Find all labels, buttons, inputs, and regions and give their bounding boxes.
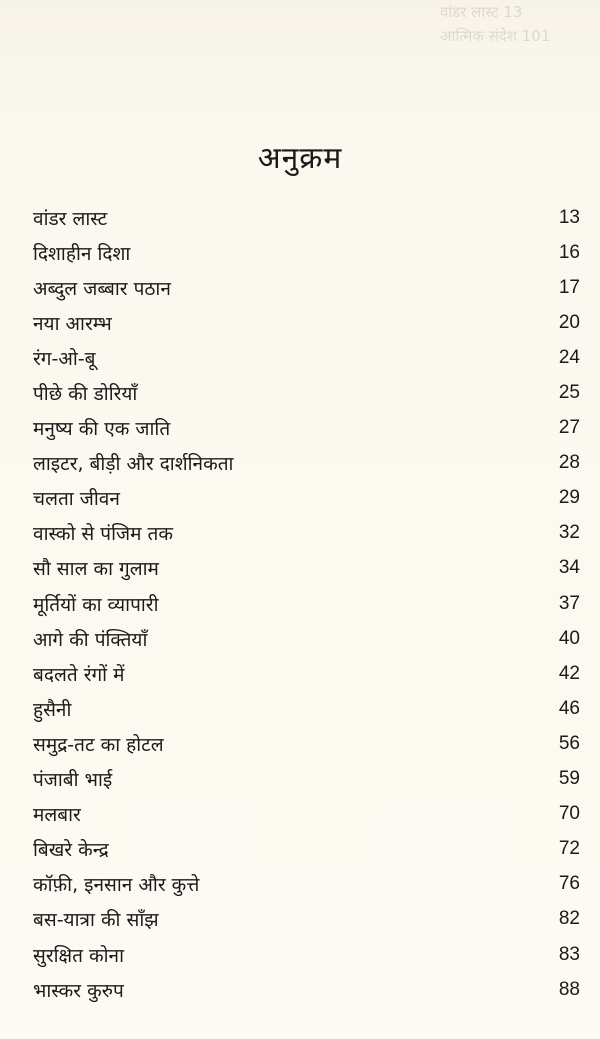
toc-entry-title: कॉफ़ी, इनसान और कुत्ते xyxy=(33,874,200,897)
toc-entry-title: नया आरम्भ xyxy=(33,312,112,335)
toc-entry-page-number: 72 xyxy=(558,838,580,860)
toc-entry-title: पीछे की डोरियाँ xyxy=(33,383,138,406)
toc-entry-page-number: 16 xyxy=(558,241,580,263)
toc-entry[interactable] xyxy=(33,551,580,586)
toc-entry-page-number: 20 xyxy=(558,311,580,333)
toc-entry[interactable] xyxy=(33,832,580,867)
toc-entry[interactable] xyxy=(33,902,580,937)
toc-entry-page-number: 29 xyxy=(558,487,580,509)
toc-entry-title: अब्दुल जब्बार पठान xyxy=(33,277,171,300)
toc-entry[interactable] xyxy=(33,656,580,691)
toc-entry[interactable] xyxy=(33,411,580,446)
toc-entry[interactable] xyxy=(33,586,580,621)
toc-entry[interactable] xyxy=(33,235,580,270)
toc-entry[interactable] xyxy=(33,340,580,375)
toc-entry[interactable] xyxy=(33,200,580,235)
toc-entry-page-number: 25 xyxy=(558,382,580,404)
toc-entry[interactable] xyxy=(33,726,580,761)
toc-entry-title: लाइटर, बीड़ी और दार्शनिकता xyxy=(33,453,234,476)
toc-entry-title: दिशाहीन दिशा xyxy=(33,242,131,265)
toc-entry-page-number: 13 xyxy=(558,206,580,228)
toc-entry[interactable] xyxy=(33,691,580,726)
toc-entry-title: समुद्र-तट का होटल xyxy=(33,733,164,756)
toc-entry-title: मलबार xyxy=(33,804,81,827)
toc-entry[interactable] xyxy=(33,516,580,551)
toc-entry-page-number: 37 xyxy=(558,592,580,614)
toc-entry-page-number: 46 xyxy=(558,697,580,719)
toc-entry-title: मूर्तियों का व्यापारी xyxy=(33,593,159,616)
toc-entry-title: सौ साल का गुलाम xyxy=(33,558,159,581)
bleed-through-line: वांडर लास्ट 13 xyxy=(440,3,523,21)
toc-entry-page-number: 24 xyxy=(558,346,580,368)
toc-entry-page-number: 17 xyxy=(558,276,580,298)
toc-entry-title: वास्को से पंजिम तक xyxy=(33,523,173,546)
toc-entry-page-number: 88 xyxy=(558,978,580,1000)
toc-entry[interactable] xyxy=(33,937,580,972)
page-title: अनुक्रम xyxy=(257,141,343,177)
toc-entry-page-number: 70 xyxy=(558,803,580,825)
toc-entry[interactable] xyxy=(33,621,580,656)
toc-entry-title: चलता जीवन xyxy=(33,488,120,511)
toc-entry-page-number: 28 xyxy=(558,452,580,474)
table-of-contents xyxy=(33,200,580,1007)
toc-entry[interactable] xyxy=(33,972,580,1007)
toc-entry-title: आगे की पंक्तियाँ xyxy=(33,628,148,651)
toc-entry-title: वांडर लास्ट xyxy=(33,207,108,230)
toc-entry[interactable] xyxy=(33,375,580,410)
toc-entry-page-number: 76 xyxy=(558,873,580,895)
toc-entry-title: हुसैनी xyxy=(33,698,72,721)
toc-entry-page-number: 32 xyxy=(558,522,580,544)
toc-entry-page-number: 83 xyxy=(558,943,580,965)
toc-entry-page-number: 59 xyxy=(558,768,580,790)
toc-entry[interactable] xyxy=(33,446,580,481)
toc-entry-title: भास्कर कुरुप xyxy=(33,979,124,1002)
toc-entry-page-number: 82 xyxy=(558,908,580,930)
toc-entry-page-number: 34 xyxy=(558,557,580,579)
toc-entry[interactable] xyxy=(33,867,580,902)
toc-entry-title: बदलते रंगों में xyxy=(33,663,125,686)
toc-entry-title: पंजाबी भाई xyxy=(33,769,113,792)
toc-entry-title: बिखरे केन्द्र xyxy=(33,839,109,862)
toc-entry[interactable] xyxy=(33,481,580,516)
bleed-through-line: आत्मिक संदेश 101 xyxy=(440,27,551,45)
toc-entry-page-number: 56 xyxy=(558,732,580,754)
toc-entry-page-number: 42 xyxy=(558,662,580,684)
toc-entry[interactable] xyxy=(33,270,580,305)
toc-entry-page-number: 40 xyxy=(558,627,580,649)
bleed-through-text xyxy=(440,0,600,60)
toc-entry-title: बस-यात्रा की साँझ xyxy=(33,909,159,932)
toc-entry[interactable] xyxy=(33,797,580,832)
toc-entry-page-number: 27 xyxy=(558,417,580,439)
toc-entry-title: रंग-ओ-बू xyxy=(33,347,96,370)
toc-entry-title: मनुष्य की एक जाति xyxy=(33,418,171,441)
toc-entry[interactable] xyxy=(33,762,580,797)
toc-entry[interactable] xyxy=(33,305,580,340)
toc-entry-title: सुरक्षित कोना xyxy=(33,944,125,967)
